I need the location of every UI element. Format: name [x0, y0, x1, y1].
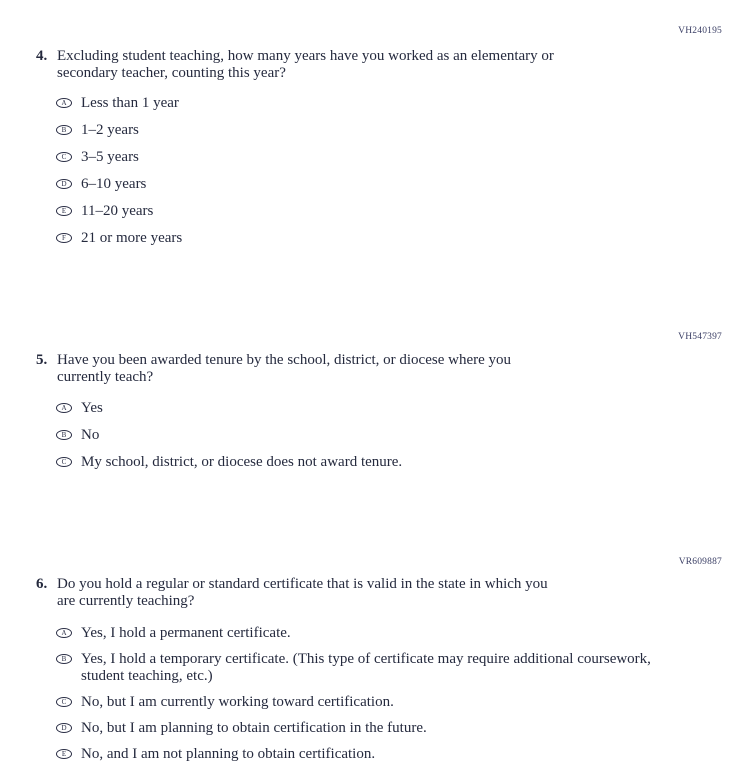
- answer-bubble-icon[interactable]: [56, 723, 72, 733]
- answer-bubble-icon[interactable]: [56, 125, 72, 135]
- question-number: 6.: [36, 576, 48, 592]
- answer-option-label: 11–20 years: [81, 203, 154, 219]
- bubble-letter: A: [61, 98, 67, 107]
- answer-option-label: Yes, I hold a temporary certificate. (This type of certificate may require additional coursework, student teaching, etc.): [81, 651, 651, 684]
- question-text-line: secondary teacher, counting this year?: [57, 65, 286, 81]
- answer-bubble-icon[interactable]: [56, 457, 72, 467]
- answer-option-label: No, but I am planning to obtain certification in the future.: [81, 720, 427, 736]
- bubble-letter: A: [61, 403, 67, 412]
- question-4-code: VH240195: [678, 26, 722, 36]
- question-4-options: [36, 95, 722, 247]
- answer-bubble-icon[interactable]: [56, 697, 72, 707]
- answer-option: [56, 746, 722, 763]
- question-text: [57, 48, 554, 82]
- question-6-options: [36, 625, 722, 763]
- answer-bubble-icon[interactable]: [56, 179, 72, 189]
- answer-bubble-icon[interactable]: [56, 430, 72, 440]
- question-text-line: are currently teaching?: [57, 593, 195, 609]
- answer-option: [56, 625, 722, 642]
- question-text: [57, 576, 548, 610]
- answer-bubble-icon[interactable]: [56, 403, 72, 413]
- question-text-line: currently teach?: [57, 369, 154, 385]
- bubble-letter: D: [61, 723, 67, 732]
- bubble-letter: B: [61, 654, 67, 663]
- answer-bubble-icon[interactable]: [56, 628, 72, 638]
- answer-option: [56, 720, 722, 737]
- answer-option-label: No: [81, 427, 100, 443]
- answer-option-label: 3–5 years: [81, 149, 139, 165]
- answer-bubble-icon[interactable]: [56, 206, 72, 216]
- bubble-letter: E: [61, 749, 67, 758]
- answer-option: [56, 400, 722, 417]
- answer-option-label: No, but I am currently working toward certification.: [81, 694, 394, 710]
- bubble-letter: C: [61, 457, 67, 466]
- question-text-line: Excluding student teaching, how many years have you worked as an elementary or: [57, 48, 554, 64]
- question-5-section: [0, 332, 751, 481]
- question-5-code: VH547397: [678, 332, 722, 342]
- answer-option: [56, 427, 722, 444]
- bubble-letter: B: [61, 430, 67, 439]
- answer-option-label: 1–2 years: [81, 122, 139, 138]
- answer-option-label: 21 or more years: [81, 230, 183, 246]
- question-text: [57, 352, 511, 386]
- answer-option-label: Less than 1 year: [81, 95, 179, 111]
- answer-option: [56, 95, 722, 112]
- question-6-code: VR609887: [678, 557, 722, 567]
- question-text-line: Do you hold a regular or standard certificate that is valid in the state in which you: [57, 576, 548, 592]
- bubble-letter: C: [61, 697, 67, 706]
- bubble-letter: D: [61, 179, 67, 188]
- question-6-section: [0, 557, 751, 772]
- question-4-row: [36, 48, 722, 82]
- bubble-letter: C: [61, 152, 67, 161]
- bubble-letter: E: [61, 206, 67, 215]
- question-5-row: [36, 352, 722, 386]
- question-5-options: [36, 400, 722, 471]
- question-4-section: [0, 26, 751, 257]
- answer-option-label: Yes, I hold a permanent certificate.: [81, 625, 291, 641]
- answer-bubble-icon[interactable]: [56, 98, 72, 108]
- question-number: 4.: [36, 48, 48, 64]
- answer-bubble-icon[interactable]: [56, 152, 72, 162]
- answer-option-label: My school, district, or diocese does not award tenure.: [81, 454, 403, 470]
- question-6-row: [36, 576, 722, 610]
- bubble-letter: F: [62, 233, 66, 242]
- answer-bubble-icon[interactable]: [56, 749, 72, 759]
- answer-option: [56, 149, 722, 166]
- answer-option: [56, 651, 722, 685]
- question-number: 5.: [36, 352, 48, 368]
- answer-option: [56, 122, 722, 139]
- answer-option: [56, 454, 722, 471]
- answer-bubble-icon[interactable]: [56, 233, 72, 243]
- bubble-letter: A: [61, 628, 67, 637]
- answer-option-label: No, and I am not planning to obtain certification.: [81, 746, 376, 762]
- answer-option: [56, 203, 722, 220]
- bubble-letter: B: [61, 125, 67, 134]
- answer-option-label: Yes: [81, 400, 103, 416]
- question-text-line: Have you been awarded tenure by the school, district, or diocese where you: [57, 352, 512, 368]
- answer-option: [56, 176, 722, 193]
- answer-option: [56, 694, 722, 711]
- answer-option: [56, 230, 722, 247]
- answer-bubble-icon[interactable]: [56, 654, 72, 664]
- answer-option-label: 6–10 years: [81, 176, 147, 192]
